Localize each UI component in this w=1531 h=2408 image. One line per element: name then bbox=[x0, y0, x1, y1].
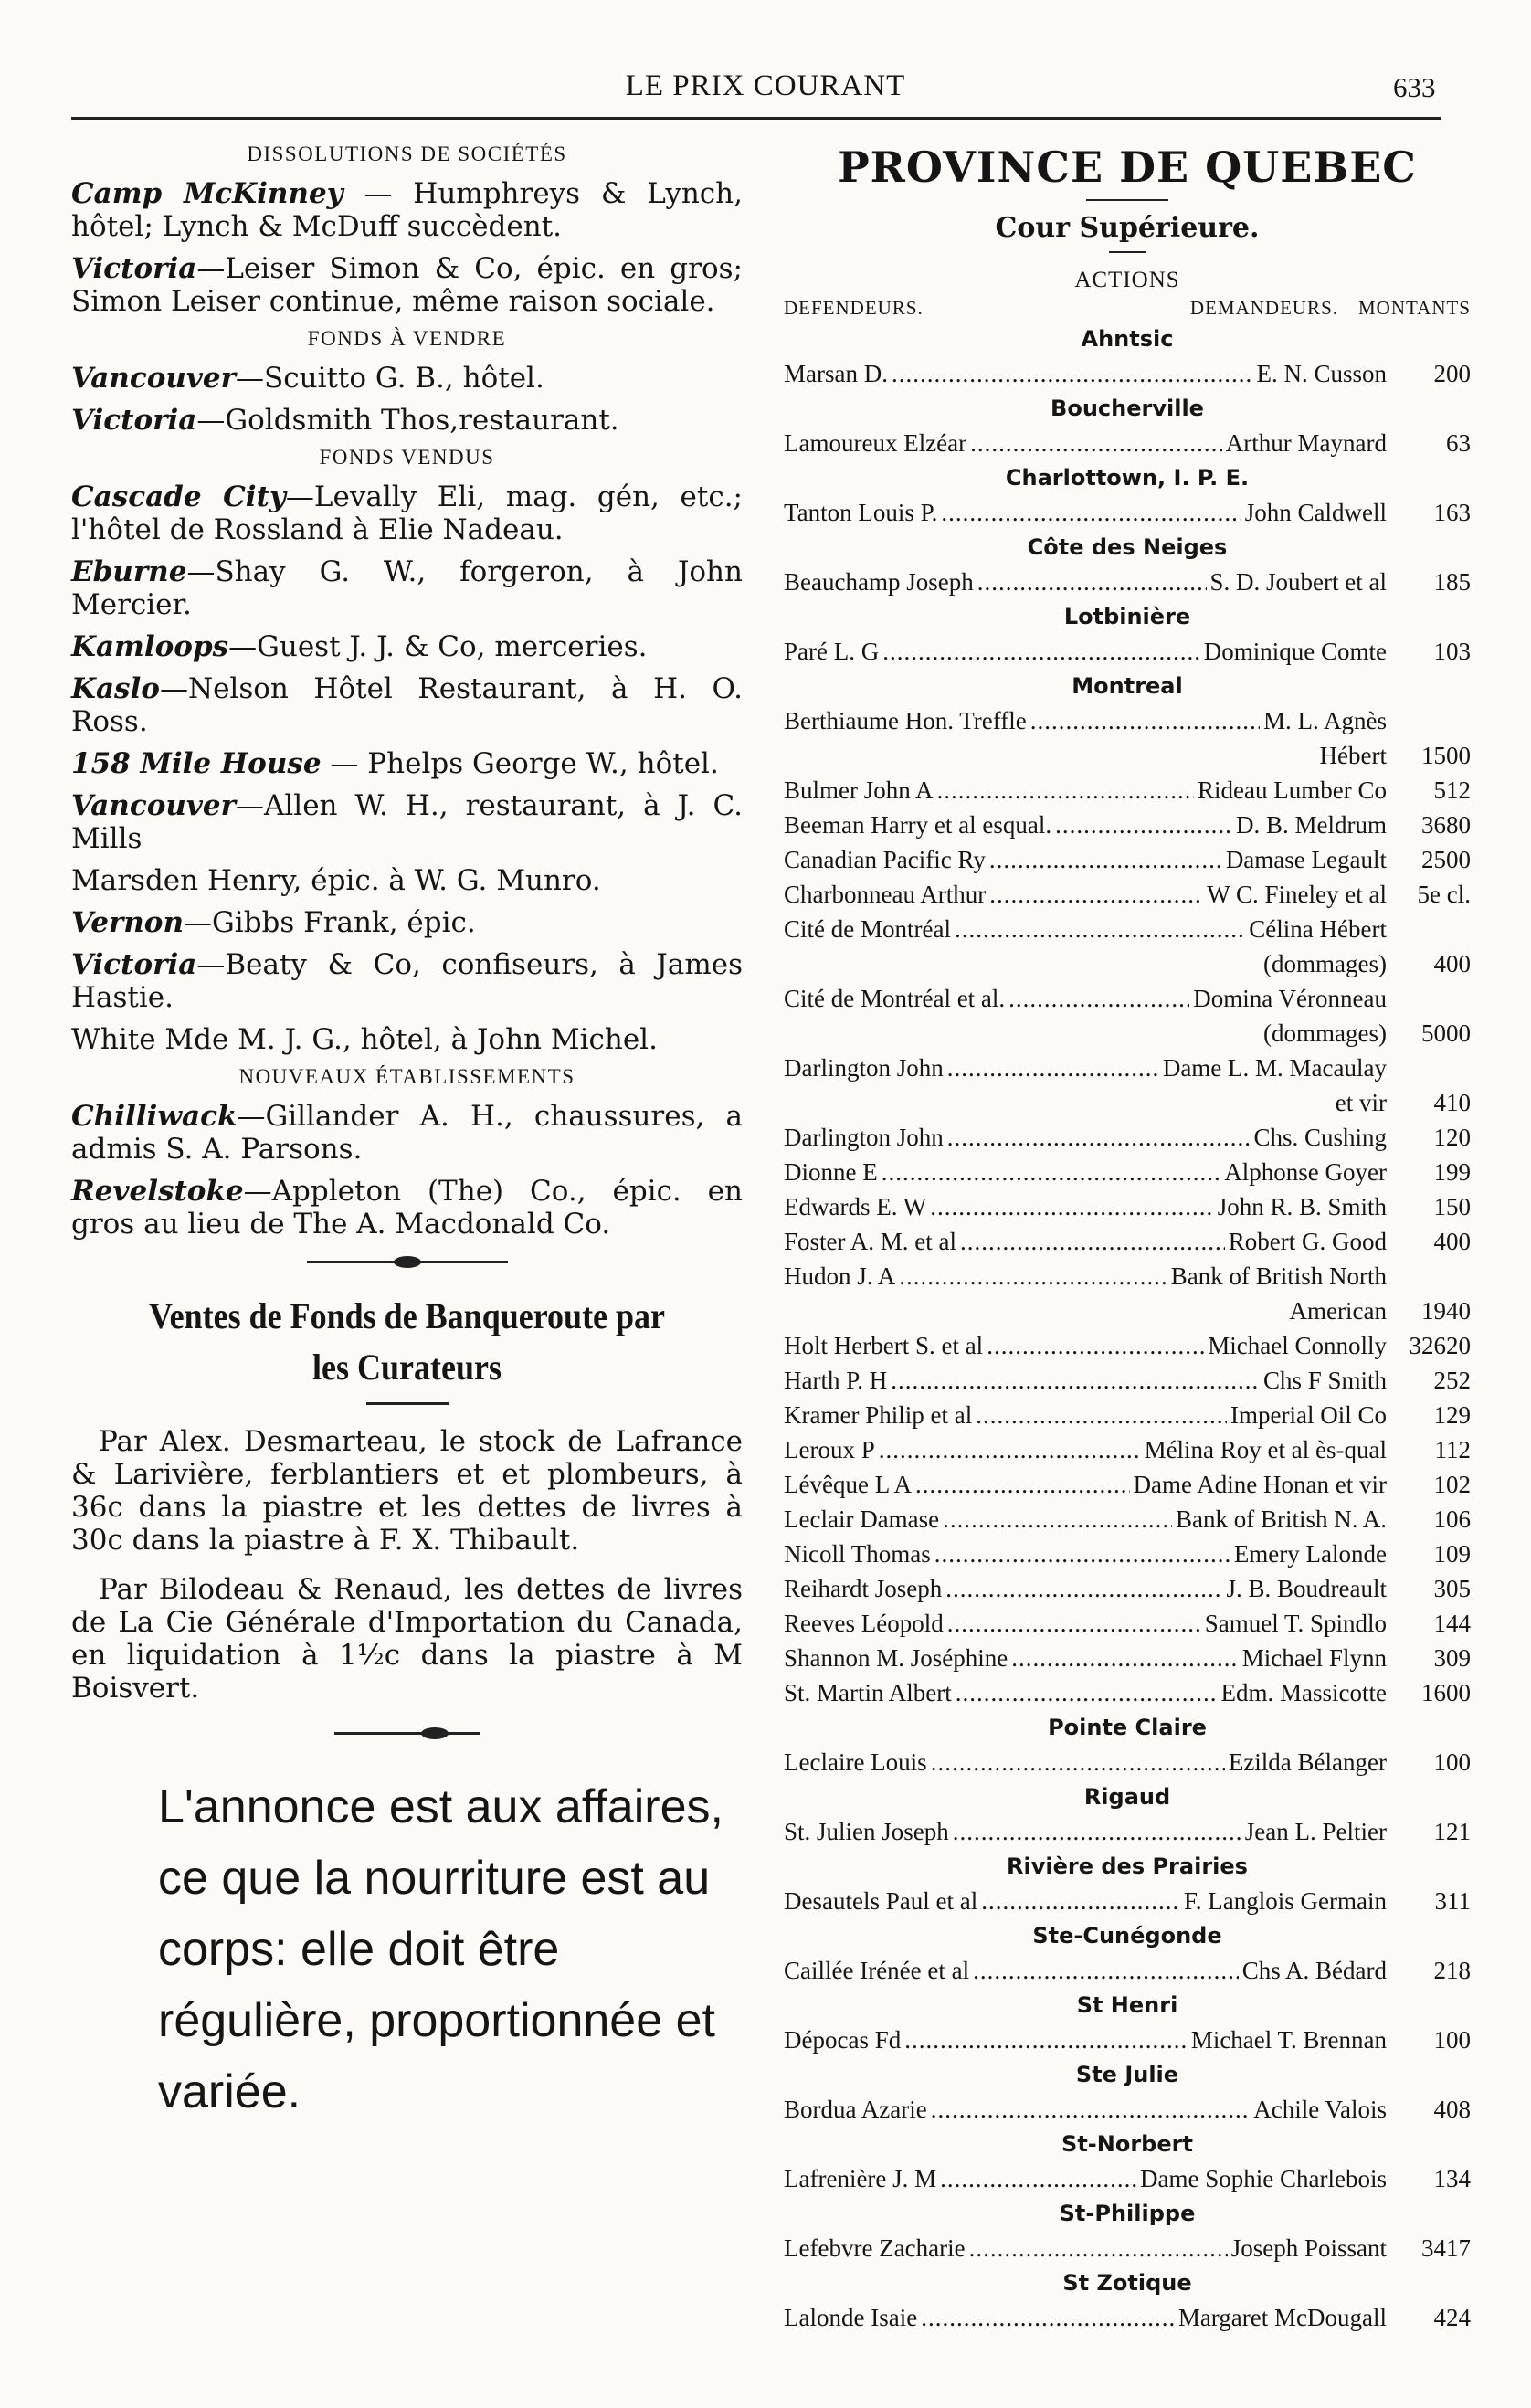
advert-text: L'annonce est aux affaires, ce que la nourriture est au corps: elle doit être régulière, proportionnée et variée. bbox=[158, 1780, 723, 2118]
table-row bbox=[784, 842, 1471, 877]
montant: 200 bbox=[1433, 360, 1471, 387]
table-row bbox=[784, 2300, 1471, 2335]
demandeur: W C. Fineley et al bbox=[1207, 881, 1387, 908]
montant: 121 bbox=[1433, 1818, 1471, 1845]
table-row bbox=[784, 1641, 1471, 1675]
leader-dots bbox=[940, 2161, 1136, 2196]
demandeur: Michael T. Brennan bbox=[1190, 2026, 1387, 2054]
table-row bbox=[784, 877, 1471, 912]
table-row bbox=[784, 1259, 1471, 1294]
place-heading: Côte des Neiges bbox=[1027, 534, 1228, 560]
table-row bbox=[784, 981, 1471, 1016]
defendeur: St. Julien Joseph bbox=[784, 1818, 949, 1845]
entry-text: —Leiser Simon & Co, épic. en gros; Simon Leiser continue, même raison sociale. bbox=[71, 252, 743, 318]
demandeur: Emery Lalonde bbox=[1233, 1540, 1387, 1568]
entry-place: Kamloops bbox=[71, 630, 229, 663]
demandeur: Achile Valois bbox=[1253, 2096, 1387, 2123]
defendeur: Lalonde Isaie bbox=[784, 2304, 918, 2331]
entry-text: —Appleton (The) Co., épic. en gros au lieu de The A. Macdonald Co. bbox=[71, 1175, 743, 1241]
leader-dots bbox=[891, 1363, 1260, 1398]
table-row bbox=[784, 1537, 1471, 1571]
montant: 103 bbox=[1433, 638, 1471, 665]
defendeur: Cité de Montréal et al. bbox=[784, 985, 1006, 1012]
fonds-a-vendre-list bbox=[71, 362, 743, 437]
place-heading: Montreal bbox=[1072, 673, 1183, 699]
entry-text: —Allen W. H., restaurant, à J. C. Mills bbox=[71, 789, 743, 855]
defendeur: Dionne E bbox=[784, 1158, 878, 1186]
demandeurs-header: DEMANDEURS. bbox=[1189, 297, 1338, 319]
table-row bbox=[784, 1224, 1471, 1259]
leader-dots bbox=[931, 1745, 1225, 1780]
leader-dots bbox=[915, 1467, 1130, 1502]
demandeur: S. D. Joubert et al bbox=[1209, 568, 1387, 596]
leader-dots bbox=[1008, 981, 1189, 1016]
montant: 32620 bbox=[1409, 1332, 1471, 1359]
table-row bbox=[784, 1884, 1471, 1918]
defendeur: Tanton Louis P. bbox=[784, 499, 938, 526]
demandeur: Célina Hébert bbox=[1249, 915, 1387, 943]
table-row-continuation bbox=[784, 1085, 1471, 1120]
entry-place: Eburne bbox=[71, 555, 187, 588]
montant: 5000 bbox=[1421, 1019, 1471, 1047]
leader-dots bbox=[943, 1502, 1172, 1537]
defendeur: Leclaire Louis bbox=[784, 1748, 927, 1776]
montant: 150 bbox=[1433, 1193, 1471, 1220]
montant: 3417 bbox=[1421, 2234, 1471, 2262]
demandeur: Chs F Smith bbox=[1262, 1367, 1387, 1394]
entry-text: — Humphreys & Lynch, hôtel; Lynch & McDuff succèdent. bbox=[71, 177, 743, 243]
defendeur: Hudon J. A bbox=[784, 1262, 896, 1290]
demandeur: Ezilda Bélanger bbox=[1228, 1748, 1387, 1776]
table-row bbox=[784, 1363, 1471, 1398]
table-row bbox=[784, 2231, 1471, 2265]
dissolutions-list bbox=[71, 177, 743, 318]
fonds-a-vendre-heading: FONDS À VENDRE bbox=[307, 327, 507, 350]
defendeur: Harth P. H bbox=[784, 1367, 888, 1394]
demandeur: Dame Sophie Charlebois bbox=[1140, 2165, 1387, 2192]
table-row bbox=[784, 634, 1471, 669]
entry-place: Revelstoke bbox=[71, 1175, 244, 1208]
table-row bbox=[784, 426, 1471, 460]
leader-dots bbox=[882, 1155, 1221, 1189]
demandeur: Domina Véronneau bbox=[1193, 985, 1387, 1012]
entry-paragraph bbox=[71, 555, 743, 621]
right-column bbox=[784, 137, 1471, 2335]
leader-dots bbox=[953, 1814, 1241, 1849]
table-row-continuation bbox=[784, 946, 1471, 981]
leader-dots bbox=[956, 1675, 1218, 1710]
defendeur: Shannon M. Joséphine bbox=[784, 1644, 1008, 1672]
entry-place: Vancouver bbox=[71, 789, 236, 822]
leader-dots bbox=[987, 1328, 1204, 1363]
leader-dots bbox=[931, 2092, 1251, 2127]
header-rule bbox=[71, 117, 1441, 120]
demandeur: Michael Connolly bbox=[1208, 1332, 1387, 1359]
montant: 63 bbox=[1446, 429, 1471, 457]
demandeur: John Caldwell bbox=[1244, 499, 1387, 526]
table-row bbox=[784, 1502, 1471, 1537]
title-rule bbox=[1086, 199, 1168, 201]
entry-text: —Beaty & Co, confiseurs, à James Hastie. bbox=[71, 948, 743, 1014]
demandeur: Joseph Poissant bbox=[1230, 2234, 1387, 2262]
demandeur: E. N. Cusson bbox=[1256, 360, 1387, 387]
ventes-list bbox=[71, 1425, 743, 1705]
entry-paragraph bbox=[71, 789, 743, 855]
defendeur: Holt Herbert S. et al bbox=[784, 1332, 984, 1359]
leader-dots bbox=[981, 1884, 1180, 1918]
leader-dots bbox=[941, 495, 1241, 530]
leader-dots bbox=[921, 2300, 1175, 2335]
montant: 3680 bbox=[1421, 811, 1471, 839]
entry-place: Cascade City bbox=[71, 481, 286, 513]
montant: 102 bbox=[1433, 1471, 1471, 1498]
place-heading: St Zotique bbox=[1062, 2270, 1192, 2296]
page-number: 633 bbox=[1393, 71, 1436, 103]
defendeur: Reihardt Joseph bbox=[784, 1575, 943, 1602]
defendeur: Bulmer John A bbox=[784, 776, 934, 804]
leader-dots bbox=[955, 912, 1245, 946]
demandeur: M. L. Agnès bbox=[1263, 707, 1387, 734]
table-row-continuation bbox=[784, 738, 1471, 773]
table-row bbox=[784, 1432, 1471, 1467]
demandeur-continued: et vir bbox=[1335, 1089, 1387, 1116]
entry-paragraph bbox=[71, 404, 743, 437]
demandeur: Dame L. M. Macaulay bbox=[1162, 1054, 1387, 1082]
entry-text: — Phelps George W., hôtel. bbox=[321, 747, 719, 780]
demandeur: Chs. Cushing bbox=[1253, 1124, 1387, 1151]
table-row bbox=[784, 1398, 1471, 1432]
leader-dots bbox=[1030, 703, 1260, 738]
defendeur: Desautels Paul et al bbox=[784, 1887, 978, 1915]
leader-dots bbox=[882, 634, 1200, 669]
entry-paragraph bbox=[71, 747, 743, 780]
entry-text: —Nelson Hôtel Restaurant, à H. O. Ross. bbox=[71, 672, 743, 738]
table-row bbox=[784, 808, 1471, 842]
demandeur: Mélina Roy et al ès-qual bbox=[1144, 1436, 1387, 1463]
table-row bbox=[784, 1953, 1471, 1988]
defendeur: Beeman Harry et al esqual. bbox=[784, 811, 1052, 839]
actions-label: ACTIONS bbox=[1074, 268, 1180, 292]
montant: 512 bbox=[1433, 776, 1471, 804]
demandeur-continued: (dommages) bbox=[1263, 950, 1387, 977]
table-row bbox=[784, 773, 1471, 808]
dissolutions-heading: DISSOLUTIONS DE SOCIÉTÉS bbox=[247, 143, 567, 165]
ornament-divider-2 bbox=[334, 1732, 480, 1735]
leader-dots bbox=[934, 1537, 1230, 1571]
entry-place: Camp McKinney bbox=[71, 177, 343, 210]
table-row bbox=[784, 356, 1471, 391]
place-heading: St Henri bbox=[1076, 1992, 1178, 2018]
defendeur: Cité de Montréal bbox=[784, 915, 951, 943]
entry-place: Kaslo bbox=[71, 672, 160, 705]
demandeur: Chs A. Bédard bbox=[1241, 1957, 1387, 1984]
defendeur: Nicoll Thomas bbox=[784, 1540, 931, 1568]
ornament-divider bbox=[307, 1261, 508, 1263]
leader-dots bbox=[989, 842, 1222, 877]
table-row bbox=[784, 1745, 1471, 1780]
table-row bbox=[784, 2092, 1471, 2127]
montant: 400 bbox=[1433, 950, 1471, 977]
table-row bbox=[784, 1120, 1471, 1155]
fonds-vendus-list bbox=[71, 481, 743, 1056]
entry-paragraph bbox=[71, 362, 743, 395]
leader-dots bbox=[904, 2023, 1188, 2057]
leader-dots bbox=[937, 773, 1195, 808]
montant: 5e cl. bbox=[1417, 881, 1471, 908]
montant: 408 bbox=[1433, 2096, 1471, 2123]
montant: 129 bbox=[1433, 1401, 1471, 1429]
demandeur-continued: (dommages) bbox=[1263, 1019, 1387, 1047]
leader-dots bbox=[930, 1189, 1213, 1224]
table-row bbox=[784, 1675, 1471, 1710]
defendeur: Berthiaume Hon. Treffle bbox=[784, 707, 1027, 734]
entry-text: —Scuitto G. B., hôtel. bbox=[236, 362, 544, 395]
entry-paragraph bbox=[71, 672, 743, 738]
entry-text: —Shay G. W., forgeron, à John Mercier. bbox=[71, 555, 743, 621]
defendeur: Dépocas Fd bbox=[784, 2026, 902, 2054]
montant: 1500 bbox=[1421, 742, 1471, 769]
defendeur: Beauchamp Joseph bbox=[784, 568, 974, 596]
demandeur: F. Langlois Germain bbox=[1183, 1887, 1387, 1915]
defendeur: Leroux P bbox=[784, 1436, 875, 1463]
demandeur: Damase Legault bbox=[1225, 846, 1387, 873]
entry-paragraph bbox=[71, 252, 743, 318]
entry-text: —Gibbs Frank, épic. bbox=[184, 906, 476, 939]
defendeur: Darlington John bbox=[784, 1124, 944, 1151]
ventes-paragraph: Par Alex. Desmarteau, le stock de Lafrance & Larivière, ferblantiers et et plombeurs, à 36c dans la piastre et les dettes de livres à 30c dans la piastre à F. X. Thibault. bbox=[71, 1425, 743, 1557]
montant: 305 bbox=[1433, 1575, 1471, 1602]
table-row-continuation bbox=[784, 1294, 1471, 1328]
demandeur: J. B. Boudreault bbox=[1226, 1575, 1387, 1602]
table-row-continuation bbox=[784, 1016, 1471, 1051]
table-row bbox=[784, 1467, 1471, 1502]
leader-dots bbox=[977, 565, 1207, 599]
table-row bbox=[784, 1189, 1471, 1224]
nouveaux-list bbox=[71, 1100, 743, 1241]
defendeur: Reeves Léopold bbox=[784, 1610, 944, 1637]
montant: 199 bbox=[1433, 1158, 1471, 1186]
place-heading: Boucherville bbox=[1051, 396, 1204, 421]
place-heading: Ste Julie bbox=[1075, 2062, 1179, 2087]
ventes-heading-line1: Ventes de Fonds de Banqueroute par bbox=[148, 1295, 666, 1336]
montant: 218 bbox=[1433, 1957, 1471, 1984]
entry-paragraph bbox=[71, 1023, 743, 1056]
montant: 112 bbox=[1434, 1436, 1471, 1463]
defendeur: Caillée Irénée et al bbox=[784, 1957, 970, 1984]
montant: 252 bbox=[1433, 1367, 1471, 1394]
entry-paragraph bbox=[71, 1175, 743, 1241]
entry-paragraph bbox=[71, 948, 743, 1014]
demandeur: Dame Adine Honan et vir bbox=[1133, 1471, 1387, 1498]
montant: 424 bbox=[1433, 2304, 1471, 2331]
leader-dots bbox=[945, 1571, 1222, 1606]
place-heading: Pointe Claire bbox=[1048, 1715, 1207, 1740]
demandeur: Bank of British North bbox=[1170, 1262, 1387, 1290]
entry-text: —Gillander A. H., chaussures, a admis S. A. Parsons. bbox=[71, 1100, 743, 1166]
defendeur: Darlington John bbox=[784, 1054, 944, 1082]
demandeur: John R. B. Smith bbox=[1217, 1193, 1387, 1220]
leader-dots bbox=[973, 1953, 1239, 1988]
demandeur: Samuel T. Spindlo bbox=[1204, 1610, 1387, 1637]
demandeur: Edm. Massicotte bbox=[1220, 1679, 1387, 1706]
table-row bbox=[784, 2161, 1471, 2196]
montant: 400 bbox=[1433, 1228, 1471, 1255]
demandeur: Michael Flynn bbox=[1241, 1644, 1387, 1672]
court-name: Cour Supérieure. bbox=[995, 212, 1260, 244]
entry-text: —Levally Eli, mag. gén, etc.; l'hôtel de Rossland à Elie Nadeau. bbox=[71, 481, 743, 546]
demandeur: Bank of British N. A. bbox=[1175, 1505, 1387, 1533]
entry-place: Chilliwack bbox=[71, 1100, 238, 1133]
defendeur: Leclair Damase bbox=[784, 1505, 940, 1533]
table-row bbox=[784, 1606, 1471, 1641]
left-column bbox=[71, 137, 743, 2128]
ventes-rule bbox=[366, 1402, 449, 1405]
montant: 134 bbox=[1433, 2165, 1471, 2192]
defendeur: Lamoureux Elzéar bbox=[784, 429, 967, 457]
place-heading: Charlottown, I. P. E. bbox=[1005, 465, 1250, 491]
montant: 109 bbox=[1433, 1540, 1471, 1568]
defendeur: Charbonneau Arthur bbox=[784, 881, 987, 908]
entry-paragraph bbox=[71, 481, 743, 546]
table-row bbox=[784, 1155, 1471, 1189]
montant: 1600 bbox=[1421, 1679, 1471, 1706]
defendeur: Lévêque L A bbox=[784, 1471, 912, 1498]
leader-dots bbox=[879, 1432, 1141, 1467]
montant: 185 bbox=[1433, 568, 1471, 596]
leader-dots bbox=[899, 1259, 1167, 1294]
leader-dots bbox=[1055, 808, 1232, 842]
entry-place: Victoria bbox=[71, 252, 197, 285]
ventes-heading bbox=[105, 1291, 710, 1393]
nouveaux-heading: NOUVEAUX ÉTABLISSEMENTS bbox=[238, 1065, 575, 1088]
entry-text: Marsden Henry, épic. à W. G. Munro. bbox=[71, 864, 601, 897]
demandeur: Imperial Oil Co bbox=[1230, 1401, 1387, 1429]
demandeur: Robert G. Good bbox=[1228, 1228, 1387, 1255]
demandeur: Dominique Comte bbox=[1203, 638, 1387, 665]
montant: 1940 bbox=[1421, 1297, 1471, 1325]
montant: 2500 bbox=[1421, 846, 1471, 873]
leader-dots bbox=[960, 1224, 1225, 1259]
leader-dots bbox=[892, 356, 1253, 391]
demandeur-continued: Hébert bbox=[1319, 742, 1387, 769]
entry-paragraph bbox=[71, 864, 743, 897]
montant: 144 bbox=[1433, 1610, 1471, 1637]
fonds-vendus-heading: FONDS VENDUS bbox=[319, 446, 495, 469]
defendeur: Bordua Azarie bbox=[784, 2096, 927, 2123]
demandeur: Rideau Lumber Co bbox=[1198, 776, 1387, 804]
entry-paragraph bbox=[71, 906, 743, 939]
entry-text: —Goldsmith Thos,restaurant. bbox=[196, 404, 619, 437]
leader-dots bbox=[989, 877, 1203, 912]
entry-place: Vancouver bbox=[71, 362, 236, 395]
ventes-paragraph: Par Bilodeau & Renaud, les dettes de livres de La Cie Générale d'Importation du Canada, en liquidation à 1½c dans la piastre à M Boisvert. bbox=[71, 1573, 743, 1705]
defendeur: Canadian Pacific Ry bbox=[784, 846, 986, 873]
province-title: PROVINCE DE QUEBEC bbox=[838, 143, 1417, 192]
table-row bbox=[784, 1328, 1471, 1363]
defendeur: St. Martin Albert bbox=[784, 1679, 952, 1706]
demandeur: Jean L. Peltier bbox=[1244, 1818, 1387, 1845]
entry-paragraph bbox=[71, 1100, 743, 1166]
defendeur: Foster A. M. et al bbox=[784, 1228, 956, 1255]
montant: 100 bbox=[1433, 2026, 1471, 2054]
demandeur: Arthur Maynard bbox=[1225, 429, 1387, 457]
montant: 100 bbox=[1433, 1748, 1471, 1776]
place-heading: Rigaud bbox=[1083, 1784, 1171, 1810]
demandeur: D. B. Meldrum bbox=[1236, 811, 1387, 839]
table-row bbox=[784, 1051, 1471, 1085]
page-header-title: LE PRIX COURANT bbox=[625, 69, 906, 102]
actions-list bbox=[784, 322, 1471, 2335]
table-row bbox=[784, 703, 1471, 738]
entry-place: Vernon bbox=[71, 906, 185, 939]
demandeur: Alphonse Goyer bbox=[1224, 1158, 1387, 1186]
defendeur: Paré L. G bbox=[784, 638, 880, 665]
court-rule bbox=[1109, 251, 1146, 253]
table-row bbox=[784, 2023, 1471, 2057]
leader-dots bbox=[1011, 1641, 1239, 1675]
place-heading: St-Philippe bbox=[1059, 2201, 1196, 2226]
leader-dots bbox=[969, 2231, 1228, 2265]
montant: 120 bbox=[1433, 1124, 1471, 1151]
table-row bbox=[784, 495, 1471, 530]
entry-paragraph bbox=[71, 630, 743, 663]
montant: 163 bbox=[1433, 499, 1471, 526]
entry-text: White Mde M. J. G., hôtel, à John Michel. bbox=[71, 1023, 658, 1056]
entry-place: Victoria bbox=[71, 404, 197, 437]
montant: 410 bbox=[1433, 1089, 1471, 1116]
leader-dots bbox=[947, 1606, 1201, 1641]
montants-header: MONTANTS bbox=[1358, 297, 1471, 319]
leader-dots bbox=[947, 1120, 1251, 1155]
leader-dots bbox=[947, 1051, 1159, 1085]
table-row bbox=[784, 565, 1471, 599]
demandeur-continued: American bbox=[1289, 1297, 1387, 1325]
montant: 106 bbox=[1433, 1505, 1471, 1533]
ventes-heading-line2: les Curateurs bbox=[312, 1347, 502, 1388]
place-heading: Rivière des Prairies bbox=[1007, 1854, 1248, 1879]
leader-dots bbox=[970, 426, 1222, 460]
defendeur: Marsan D. bbox=[784, 360, 888, 387]
defendeur: Lafrenière J. M bbox=[784, 2165, 937, 2192]
place-heading: St-Norbert bbox=[1061, 2131, 1193, 2157]
montant: 311 bbox=[1434, 1887, 1471, 1915]
entry-place: 158 Mile House bbox=[71, 747, 322, 780]
demandeur: Margaret McDougall bbox=[1177, 2304, 1387, 2331]
column-headers bbox=[784, 297, 1471, 320]
entry-paragraph bbox=[71, 177, 743, 243]
defendeur: Lefebvre Zacharie bbox=[784, 2234, 966, 2262]
place-heading: Lotbinière bbox=[1063, 604, 1191, 629]
defendeurs-header: DEFENDEURS. bbox=[784, 297, 924, 319]
leader-dots bbox=[976, 1398, 1227, 1432]
defendeur: Edwards E. W bbox=[784, 1193, 927, 1220]
entry-place: Victoria bbox=[71, 948, 197, 981]
table-row bbox=[784, 1571, 1471, 1606]
place-heading: Ste-Cunégonde bbox=[1032, 1923, 1222, 1949]
montant: 309 bbox=[1433, 1644, 1471, 1672]
table-row bbox=[784, 1814, 1471, 1849]
defendeur: Kramer Philip et al bbox=[784, 1401, 973, 1429]
table-row bbox=[784, 912, 1471, 946]
entry-text: —Guest J. J. & Co, merceries. bbox=[228, 630, 648, 663]
place-heading: Ahntsic bbox=[1081, 326, 1174, 352]
